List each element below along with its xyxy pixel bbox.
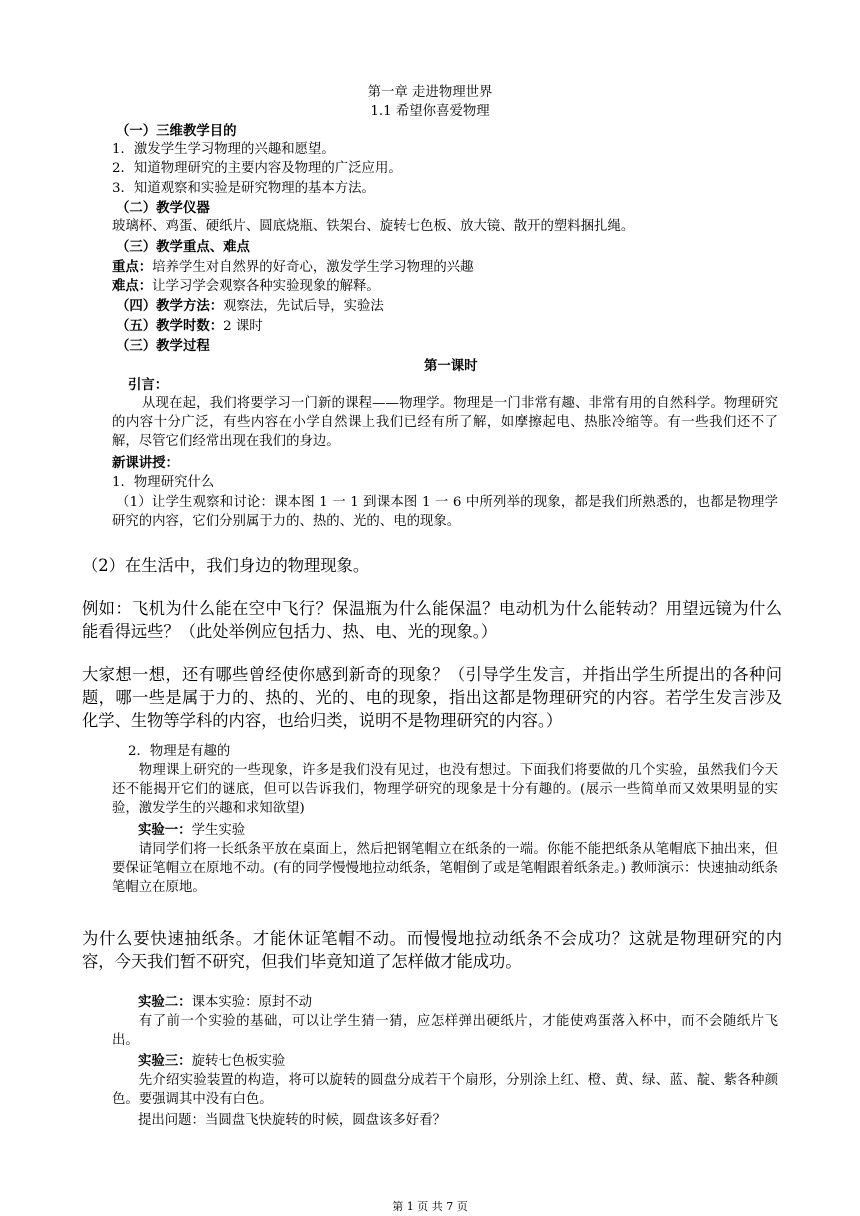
experiment-3-label: 实验三： [138, 1053, 192, 1069]
goal-item: 2．知道物理研究的主要内容及物理的广泛应用。 [112, 161, 402, 176]
experiment-2-paragraph: 有了前一个实验的基础，可以让学生猜一猜，应怎样弹出硬纸片，才能使鸡蛋落入杯中，而不会随纸片飞出。 [112, 1014, 778, 1048]
section-item-2: 2．物理是有趣的 [128, 744, 231, 759]
experiment-1-title: 学生实验 [191, 823, 246, 838]
lesson-title: 第一课时 [424, 358, 478, 374]
large-paragraph-4: 为什么要快速抽纸条。才能休证笔帽不动。而慢慢地拉动纸条不会成功？这就是物理研究的内容，今天我们暂不研究，但我们毕竟知道了怎样做才能成功。 [82, 929, 782, 972]
experiment-1-heading [138, 821, 245, 840]
goals-heading: （一）三维教学目的 [116, 123, 237, 139]
experiment-1-label: 实验一： [138, 822, 192, 838]
key-label: 重点： [112, 259, 153, 275]
goal-item: 3．知道观察和实验是研究物理的基本方法。 [112, 181, 375, 196]
large-paragraph-2: 例如：飞机为什么能在空中飞行？保温瓶为什么能保温？电动机为什么能转动？用望远镜为什么能看得远些？（此处举例应包括力、热、电、光的现象。） [82, 599, 782, 642]
key-points-heading: （三）教学重点、难点 [116, 239, 250, 255]
item2-paragraph: 物理课上研究的一些现象，许多是我们没有见过，也没有想过。下面我们将要做的几个实验，虽然我们今天还不能揭开它们的谜底，但可以告诉我们，物理学研究的现象是十分有趣的。(展示一些简单而又效果明显的实验，激发学生的兴趣和求知欲望) [112, 763, 778, 816]
difficult-point-line [112, 277, 380, 296]
process-heading: （三）教学过程 [116, 338, 210, 354]
experiment-2-heading [138, 993, 312, 1012]
experiment-3-title: 旋转七色板实验 [191, 1054, 286, 1069]
experiment-3-heading [138, 1052, 285, 1071]
question-line: 提出问题：当圆盘飞快旋转的时候，圆盘该多好看？ [138, 1113, 446, 1128]
hours-line [116, 317, 263, 336]
method-text: 观察法，先试后导，实验法 [223, 299, 384, 314]
section-title: 1.1 希望你喜爱物理 [370, 104, 490, 119]
experiment-2-label: 实验二： [138, 994, 192, 1010]
method-label: （四）教学方法： [116, 298, 224, 314]
experiment-3-paragraph: 先介绍实验装置的构造，将可以旋转的圆盘分成若干个扇形，分别涂上红、橙、黄、绿、蓝、靛、紫各种颜色。要强调其中没有白色。 [112, 1073, 778, 1107]
chapter-title: 第一章 走进物理世界 [367, 85, 493, 100]
goal-item: 1．激发学生学习物理的兴趣和愿望。 [112, 142, 335, 157]
large-paragraph-1: （2）在生活中，我们身边的物理现象。 [82, 556, 370, 575]
difficult-text: 让学习学会观察各种实验现象的解释。 [152, 279, 380, 294]
large-paragraph-3: 大家想一想，还有哪些曾经使你感到新奇的现象？（引导学生发言，并指出学生所提出的各种问题，哪一些是属于力的、热的、光的、电的现象，指出这都是物理研究的内容。若学生发言涉及化学、生物等学科的内容，也给归类，说明不是物理研究的内容。） [82, 665, 782, 731]
key-text: 培养学生对自然界的好奇心，激发学生学习物理的兴趣 [152, 260, 474, 275]
hours-label: （五）教学时数： [116, 318, 224, 334]
key-point-line [112, 258, 474, 277]
instruments-text: 玻璃杯、鸡蛋、硬纸片、圆底烧瓶、铁架台、旋转七色板、放大镜、散开的塑料捆扎绳。 [112, 219, 635, 234]
intro-paragraph: 从现在起，我们将要学习一门新的课程——物理学。物理是一门非常有趣、非常有用的自然科学。物理研究的内容十分广泛，有些内容在小学自然课上我们已经有所了解，如摩擦起电、热胀冷缩等。有一些我们还不了解，尽管它们经常出现在我们的身边。 [112, 396, 778, 449]
method-line [116, 297, 384, 316]
experiment-2-title: 课本实验：原封不动 [191, 995, 313, 1010]
item1-paragraph: （1）让学生观察和讨论：课本图 1 一 1 到课本图 1 一 6 中所列举的现象，都是我们所熟悉的，也都是物理学研究的内容，它们分别属于力的、热的、光的、电的现象。 [112, 495, 778, 529]
difficult-label: 难点： [112, 278, 153, 294]
page-footer: 第 1 页 共 7 页 [392, 1200, 468, 1213]
section-item-1: 1．物理研究什么 [112, 475, 215, 490]
instruments-heading: （二）教学仪器 [116, 200, 210, 216]
hours-text: 2 课时 [223, 319, 263, 334]
experiment-1-paragraph: 请同学们将一长纸条平放在桌面上，然后把钢笔帽立在纸条的一端。你能不能把纸条从笔帽底下抽出来，但要保证笔帽立在原地不动。(有的同学慢慢地拉动纸条，笔帽倒了或是笔帽跟着纸条走。) 教师演示：快速抽动纸条笔帽立在原地。 [112, 842, 778, 895]
intro-label: 引言： [128, 377, 169, 393]
new-lesson-label: 新课讲授： [112, 455, 179, 471]
